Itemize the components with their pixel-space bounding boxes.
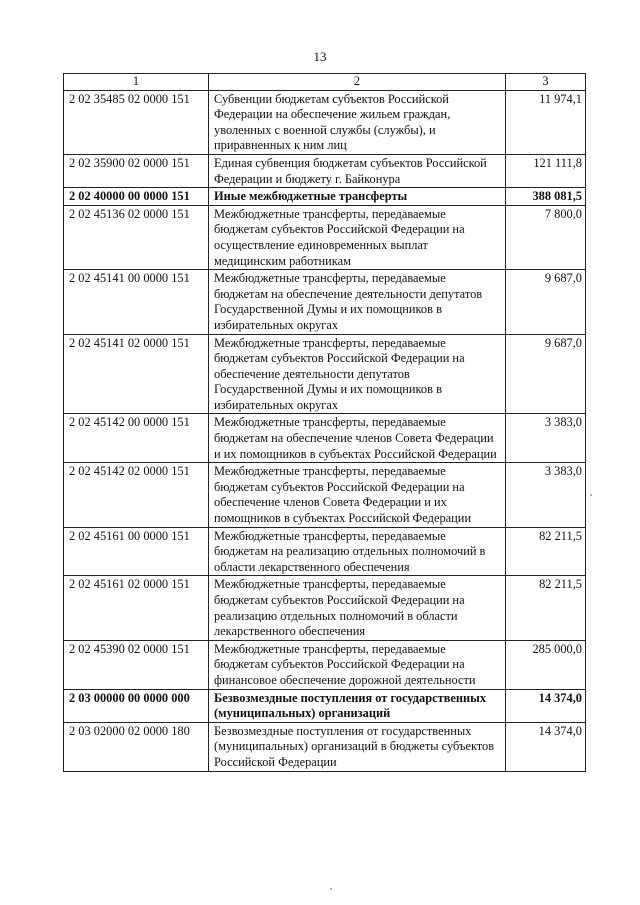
table-row <box>64 722 586 771</box>
row-code: 2 02 45141 02 0000 151 <box>64 334 209 414</box>
row-amount: 9 687,0 <box>506 270 586 334</box>
row-code: 2 02 45161 00 0000 151 <box>64 527 209 576</box>
row-description: Субвенции бюджетам субъектов Российской Федерации на обеспечение жильем граждан, уволенных с военной службы (службы), и приравненных к ним лиц <box>209 90 506 154</box>
row-code: 2 02 35485 02 0000 151 <box>64 90 209 154</box>
row-code: 2 02 45141 00 0000 151 <box>64 270 209 334</box>
table-row <box>64 527 586 576</box>
table-row <box>64 270 586 334</box>
table-header-row <box>64 74 586 91</box>
row-description: Межбюджетные трансферты, передаваемые бюджетам на обеспечение деятельности депутатов Государственной Думы и их помощников в избирательных округах <box>209 270 506 334</box>
row-amount: 285 000,0 <box>506 640 586 689</box>
table-row <box>64 205 586 269</box>
row-amount: 14 374,0 <box>506 689 586 722</box>
row-code: 2 02 45161 02 0000 151 <box>64 576 209 640</box>
row-description: Единая субвенция бюджетам субъектов Российской Федерации и бюджету г. Байконура <box>209 154 506 187</box>
page-number: 13 <box>313 49 327 64</box>
row-description: Межбюджетные трансферты, передаваемые бюджетам на обеспечение членов Совета Федерации и их помощников в субъектах Российской Федерации <box>209 414 506 463</box>
row-description: Безвозмездные поступления от государственных (муниципальных) организаций <box>209 689 506 722</box>
column-header-1: 1 <box>64 74 209 91</box>
row-description: Межбюджетные трансферты, передаваемые бюджетам субъектов Российской Федерации на осуществление единовременных выплат медицинским работникам <box>209 205 506 269</box>
table-row <box>64 334 586 414</box>
row-description: Межбюджетные трансферты, передаваемые бюджетам на реализацию отдельных полномочий в области лекарственного обеспечения <box>209 527 506 576</box>
row-amount: 82 211,5 <box>506 576 586 640</box>
row-amount: 388 081,5 <box>506 188 586 206</box>
row-code: 2 02 45136 02 0000 151 <box>64 205 209 269</box>
table-row <box>64 576 586 640</box>
row-description: Межбюджетные трансферты, передаваемые бюджетам субъектов Российской Федерации на реализацию отдельных полномочий в области лекарственного обеспечения <box>209 576 506 640</box>
row-description: Безвозмездные поступления от государственных (муниципальных) организаций в бюджеты субъектов Российской Федерации <box>209 722 506 771</box>
table-row <box>64 414 586 463</box>
table-row <box>64 90 586 154</box>
row-amount: 14 374,0 <box>506 722 586 771</box>
table-row <box>64 640 586 689</box>
row-amount: 7 800,0 <box>506 205 586 269</box>
table-row <box>64 463 586 527</box>
row-description: Межбюджетные трансферты, передаваемые бюджетам субъектов Российской Федерации на обеспечение членов Совета Федерации и их помощников в субъектах Российской Федерации <box>209 463 506 527</box>
row-code: 2 02 45390 02 0000 151 <box>64 640 209 689</box>
scan-speck <box>590 494 592 496</box>
row-amount: 9 687,0 <box>506 334 586 414</box>
table-row <box>64 188 586 206</box>
row-code: 2 02 45142 00 0000 151 <box>64 414 209 463</box>
row-amount: 121 111,8 <box>506 154 586 187</box>
row-description: Межбюджетные трансферты, передаваемые бюджетам субъектов Российской Федерации на обеспечение деятельности депутатов Государственной Думы и их помощников в избирательных округах <box>209 334 506 414</box>
row-code: 2 02 35900 02 0000 151 <box>64 154 209 187</box>
row-description: Межбюджетные трансферты, передаваемые бюджетам субъектов Российской Федерации на финансовое обеспечение дорожной деятельности <box>209 640 506 689</box>
budget-table <box>63 73 586 772</box>
table-row <box>64 154 586 187</box>
row-description: Иные межбюджетные трансферты <box>209 188 506 206</box>
row-code: 2 03 00000 00 0000 000 <box>64 689 209 722</box>
row-code: 2 03 02000 02 0000 180 <box>64 722 209 771</box>
row-amount: 3 383,0 <box>506 414 586 463</box>
row-code: 2 02 40000 00 0000 151 <box>64 188 209 206</box>
table-row <box>64 689 586 722</box>
column-header-3: 3 <box>506 74 586 91</box>
scan-speck <box>330 888 332 890</box>
row-amount: 82 211,5 <box>506 527 586 576</box>
row-code: 2 02 45142 02 0000 151 <box>64 463 209 527</box>
row-amount: 11 974,1 <box>506 90 586 154</box>
column-header-2: 2 <box>209 74 506 91</box>
row-amount: 3 383,0 <box>506 463 586 527</box>
